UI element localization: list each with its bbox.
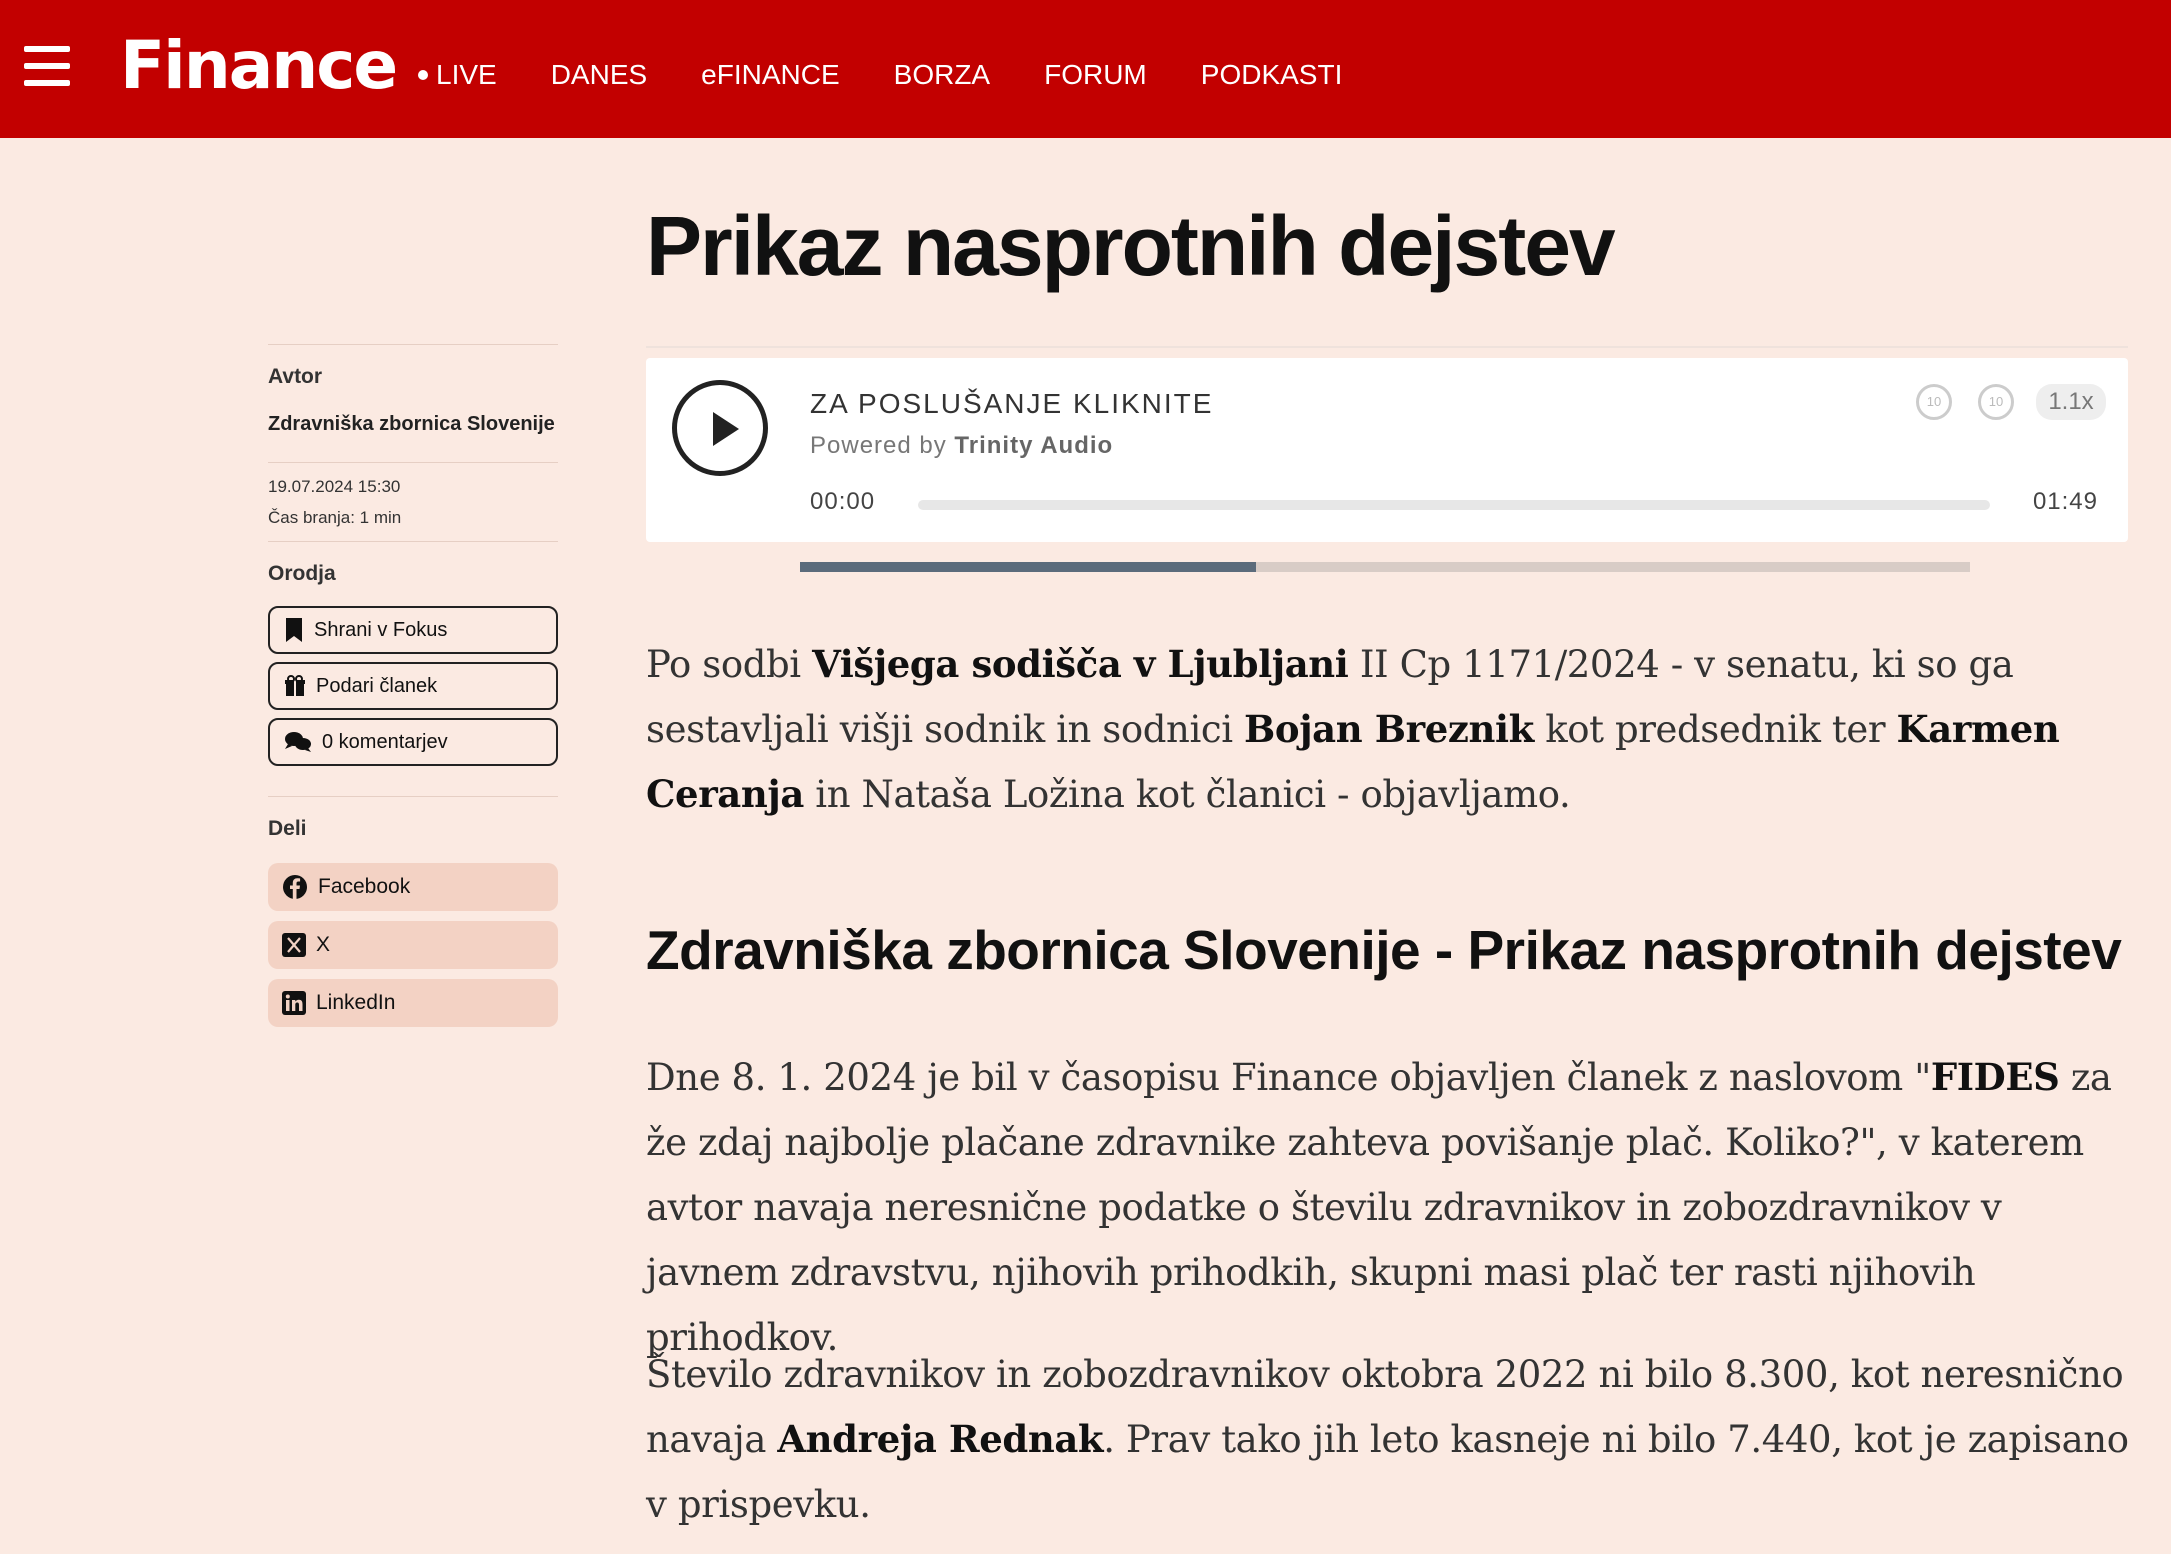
main-nav xyxy=(418,52,1396,98)
skip-forward-icon[interactable]: 10 xyxy=(1978,384,2014,420)
play-button[interactable] xyxy=(672,380,768,476)
divider xyxy=(268,344,558,345)
nav-forum[interactable]: FORUM xyxy=(1044,59,1147,90)
tools-label: Orodja xyxy=(268,562,336,585)
publish-date: 19.07.2024 15:30 xyxy=(268,477,401,496)
nav-efinance[interactable]: eFINANCE xyxy=(701,59,840,90)
current-time: 00:00 xyxy=(810,488,876,515)
linkedin-icon xyxy=(282,991,306,1015)
live-dot-icon xyxy=(418,70,428,80)
author-label: Avtor xyxy=(268,365,323,388)
audio-player xyxy=(646,358,2128,542)
reading-time: Čas branja: 1 min xyxy=(268,508,402,527)
total-time: 01:49 xyxy=(2032,488,2098,515)
gift-article-button[interactable]: Podari članek xyxy=(268,662,558,710)
skip-back-icon[interactable]: 10 xyxy=(1916,384,1952,420)
playback-speed-button[interactable]: 1.1x xyxy=(2036,384,2106,420)
facebook-icon xyxy=(282,874,308,900)
share-label: Deli xyxy=(268,817,307,840)
article-subheading: Zdravniška zbornica Slovenije - Prikaz nasprotnih dejstev xyxy=(646,919,2122,981)
share-x-button[interactable]: X xyxy=(268,921,558,969)
ad-progress-fill xyxy=(800,562,1256,572)
article-paragraph: Število zdravnikov in zobozdravnikov oktobra 2022 ni bilo 8.300, kot neresnično navaja Andreja Rednak. Prav tako jih leto kasneje ni bilo 7.440, kot je zapisano v prispevku. xyxy=(646,1353,2129,1526)
share-linkedin-button[interactable]: LinkedIn xyxy=(268,979,558,1027)
ad-progress-bar xyxy=(800,562,1970,572)
nav-borza[interactable]: BORZA xyxy=(893,59,991,90)
save-to-focus-button[interactable]: Shrani v Fokus xyxy=(268,606,558,654)
finance-logo[interactable]: Finance xyxy=(120,27,397,104)
nav-live[interactable]: LIVE xyxy=(418,52,497,98)
nav-podkasti[interactable]: PODKASTI xyxy=(1200,59,1343,90)
divider xyxy=(268,796,558,797)
powered-by[interactable]: Powered by Trinity Audio xyxy=(810,432,1114,459)
gift-icon xyxy=(284,675,306,697)
comments-icon xyxy=(284,731,312,753)
x-icon xyxy=(282,933,306,957)
divider xyxy=(646,346,2128,348)
article-paragraph: Dne 8. 1. 2024 je bil v časopisu Finance objavljen članek z naslovom "FIDES za že zdaj najbolje plačane zdravnike zahteva povišanje plač. Koliko?", v katerem avtor navaja neresnične podatke o številu zdravnikov in zobozdravnikov v javnem zdravstvu, njihovih prihodkih, skupni masi plač ter rasti njihovih prihodkov. xyxy=(646,1055,2112,1359)
comments-button[interactable]: 0 komentarjev xyxy=(268,718,558,766)
author-name[interactable]: Zdravniška zbornica Slovenije xyxy=(268,413,555,435)
player-label: ZA POSLUŠANJE KLIKNITE xyxy=(810,388,1214,419)
article-sidebar xyxy=(268,344,558,1037)
menu-icon[interactable] xyxy=(24,46,70,86)
divider xyxy=(268,541,558,542)
progress-track[interactable] xyxy=(918,500,1990,510)
nav-danes[interactable]: DANES xyxy=(550,59,648,90)
divider xyxy=(268,462,558,463)
bookmark-icon xyxy=(284,617,304,643)
top-navbar xyxy=(0,0,2171,138)
share-facebook-button[interactable]: Facebook xyxy=(268,863,558,911)
article-title: Prikaz nasprotnih dejstev xyxy=(646,199,1614,293)
article-paragraph: Po sodbi Višjega sodišča v Ljubljani II Cp 1171/2024 - v senatu, ki so ga sestavljali višji sodnik in sodnici Bojan Breznik kot predsednik ter Karmen Ceranja in Nataša Ložina kot članici - objavljamo. xyxy=(646,642,2060,816)
